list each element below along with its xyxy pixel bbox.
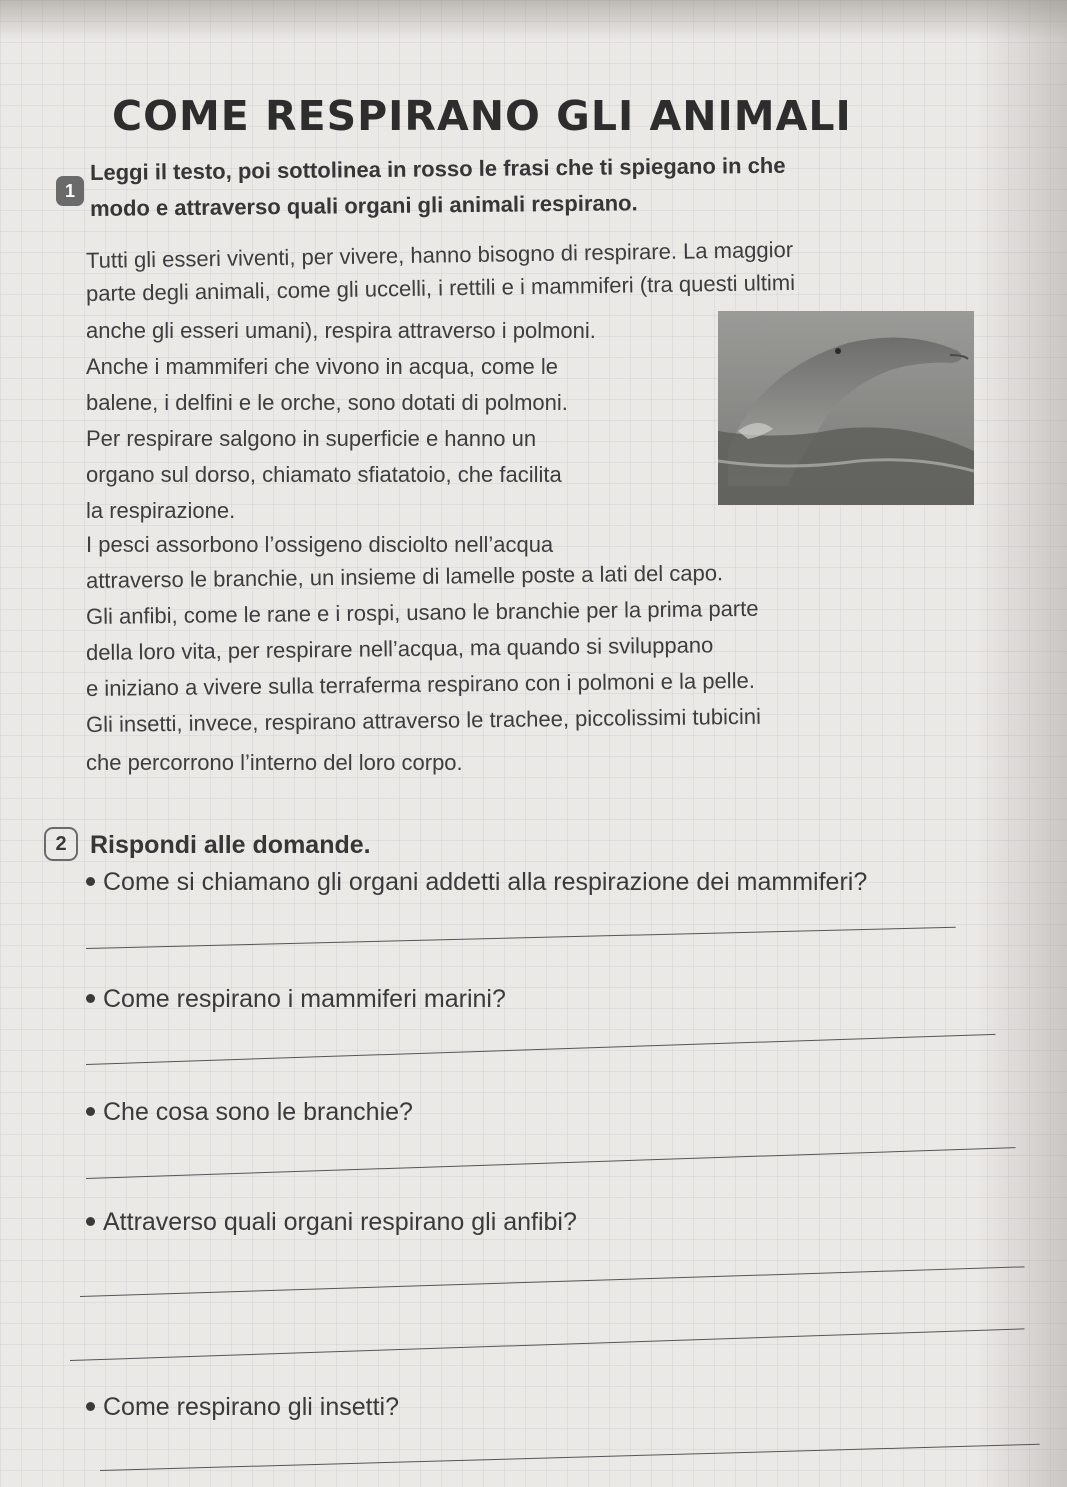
bullet-icon [86, 1217, 95, 1226]
passage-line: organo sul dorso, chiamato sfiatatoio, che facilita [86, 462, 562, 487]
dolphin-photo [718, 311, 974, 505]
answer-line[interactable] [86, 1034, 996, 1065]
question-item [86, 1393, 399, 1422]
question-item [86, 868, 867, 897]
page-top-shadow [0, 0, 1067, 40]
question-text: Come si chiamano gli organi addetti alla respirazione dei mammiferi? [103, 868, 868, 896]
exercise-2-number: 2 [44, 827, 78, 861]
question-item [86, 985, 506, 1014]
passage-line: Gli insetti, invece, respirano attraverso le trachee, piccolissimi tubicini [85, 703, 762, 737]
passage-line: I pesci assorbono l’ossigeno disciolto nell’acqua [86, 532, 554, 557]
question-text: Come respirano i mammiferi marini? [103, 985, 506, 1013]
bullet-icon [86, 877, 95, 886]
answer-line[interactable] [86, 1147, 1016, 1179]
question-item [86, 1098, 413, 1127]
passage-line: che percorrono l’interno del loro corpo. [86, 750, 463, 775]
passage-line: e iniziano a vivere sulla terraferma respirano con i polmoni e la pelle. [85, 667, 756, 701]
passage-line: la respirazione. [86, 498, 236, 523]
bullet-icon [86, 1107, 95, 1116]
question-item [86, 1208, 577, 1237]
answer-line[interactable] [100, 1444, 1040, 1471]
passage-line: della loro vita, per respirare nell’acqua, ma quando si sviluppano [85, 632, 714, 665]
page-right-shadow [977, 0, 1067, 1487]
answer-line[interactable] [86, 927, 956, 949]
passage-line: Gli anfibi, come le rane e i rospi, usano le branchie per la prima parte [85, 595, 759, 629]
answer-line[interactable] [80, 1266, 1025, 1297]
question-text: Come respirano gli insetti? [103, 1393, 399, 1421]
passage-line: balene, i delfini e le orche, sono dotati di polmoni. [86, 390, 568, 415]
answer-line[interactable] [70, 1328, 1025, 1361]
exercise-1-instruction-line-1: Leggi il testo, poi sottolinea in rosso le frasi che ti spiegano in che [89, 152, 786, 185]
passage-line: Tutti gli esseri viventi, per vivere, hanno bisogno di respirare. La maggior [85, 236, 794, 273]
bullet-icon [86, 1402, 95, 1411]
exercise-1-number: 1 [56, 176, 84, 206]
exercise-2-instruction: Rispondi alle domande. [90, 831, 371, 859]
question-text: Che cosa sono le branchie? [103, 1098, 413, 1126]
exercise-1-instruction-line-2: modo e attraverso quali organi gli animali respirano. [89, 190, 638, 221]
bullet-icon [86, 994, 95, 1003]
passage-line: anche gli esseri umani), respira attraverso i polmoni. [86, 318, 596, 343]
passage-line: parte degli animali, come gli uccelli, i rettili e i mammiferi (tra questi ultimi [85, 269, 796, 306]
question-text: Attraverso quali organi respirano gli anfibi? [103, 1208, 577, 1236]
passage-line: Anche i mammiferi che vivono in acqua, come le [86, 354, 558, 379]
passage-line: attraverso le branchie, un insieme di lamelle poste a lati del capo. [85, 560, 724, 593]
passage-line: Per respirare salgono in superficie e hanno un [86, 426, 537, 451]
worksheet-title: COME RESPIRANO GLI ANIMALI [112, 92, 852, 140]
